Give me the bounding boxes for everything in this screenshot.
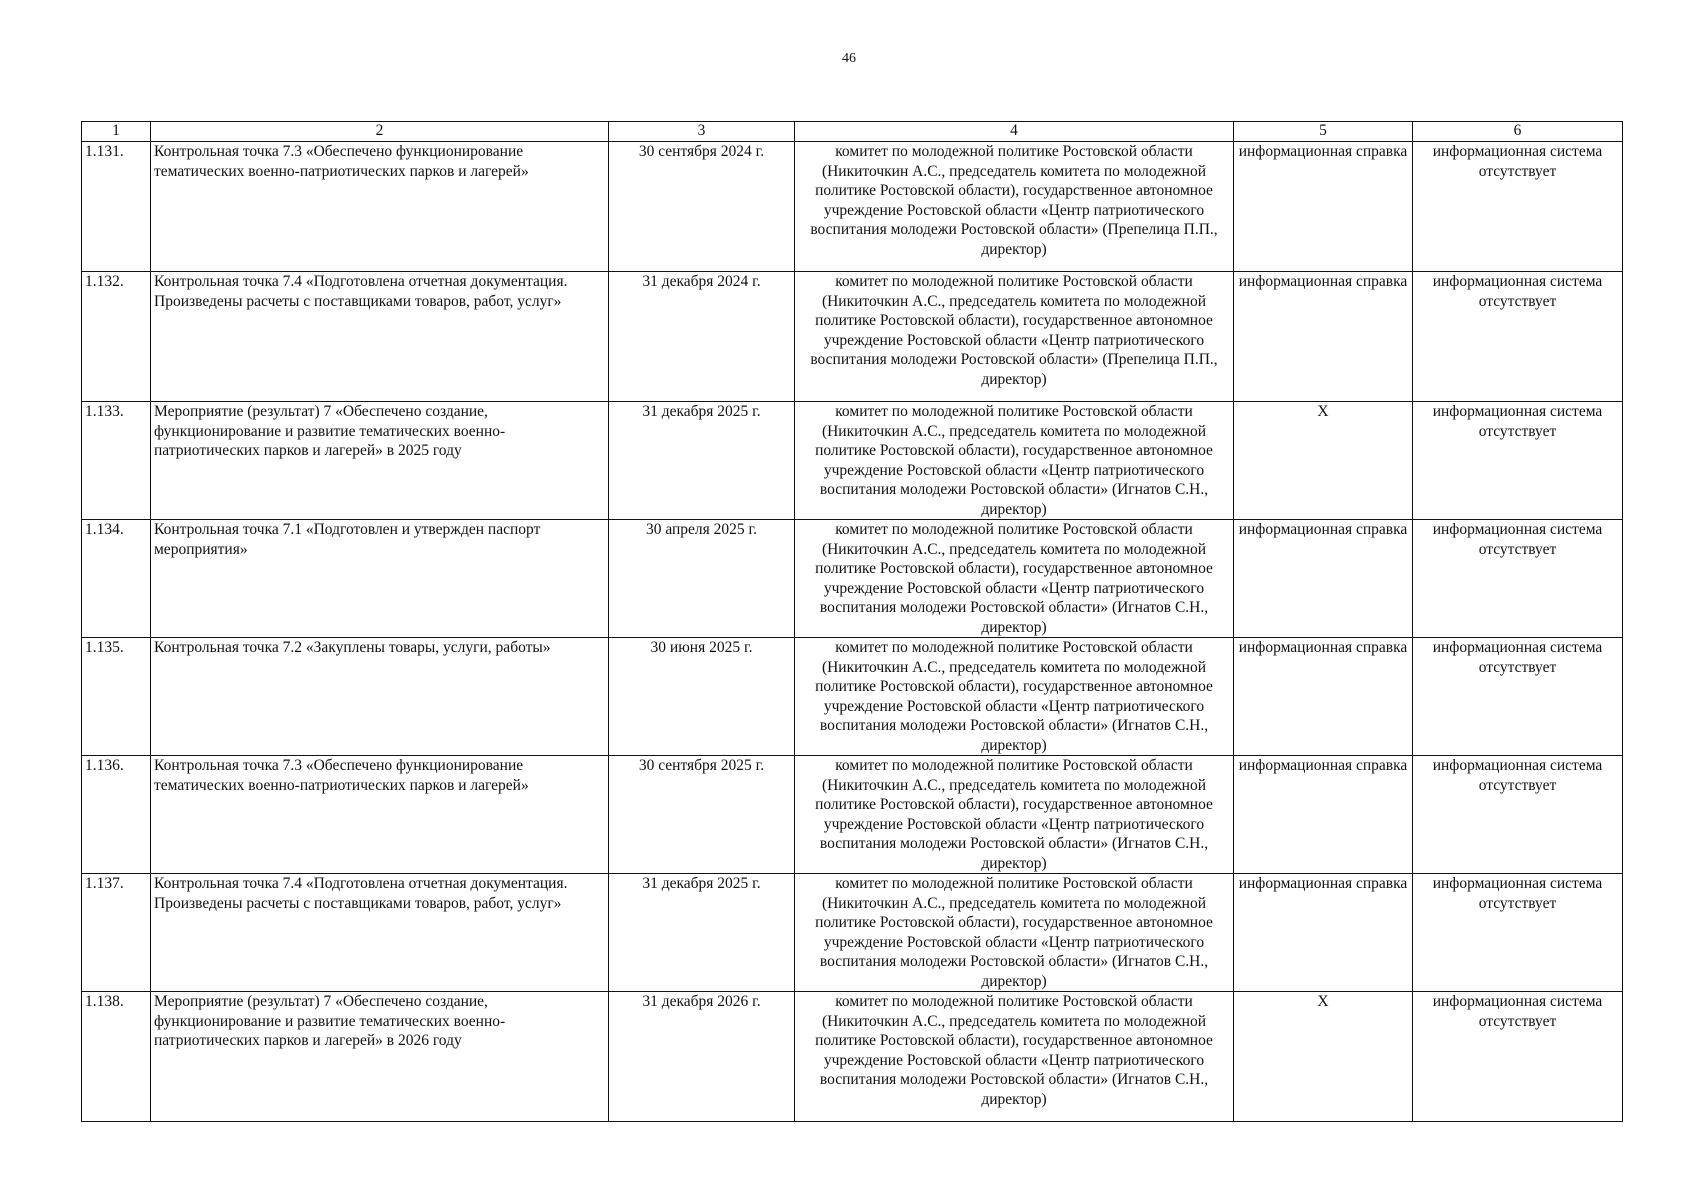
row-number: 1.136. xyxy=(82,756,151,874)
row-responsible: комитет по молодежной политике Ростовской области (Никиточкин А.С., председатель комитета по молодежной политике Ростовской области), государственное автономное учреждение Ростовской области «Центр патриотического воспитания молодежи Ростовской области» (Игнатов С.Н., директор) xyxy=(795,402,1234,520)
row-document: информационная справка xyxy=(1234,756,1413,874)
row-number: 1.132. xyxy=(82,272,151,402)
row-name: Контрольная точка 7.4 «Подготовлена отчетная документация. Произведены расчеты с поставщиками товаров, работ, услуг» xyxy=(151,272,609,402)
column-header-3: 3 xyxy=(609,122,795,142)
row-name: Контрольная точка 7.1 «Подготовлен и утвержден паспорт мероприятия» xyxy=(151,520,609,638)
row-number: 1.138. xyxy=(82,992,151,1122)
column-header-2: 2 xyxy=(151,122,609,142)
row-number: 1.133. xyxy=(82,402,151,520)
control-points-table xyxy=(81,121,1623,1122)
row-date: 31 декабря 2024 г. xyxy=(609,272,795,402)
table-row xyxy=(82,402,1623,520)
row-document: информационная справка xyxy=(1234,520,1413,638)
row-document: информационная справка xyxy=(1234,874,1413,992)
row-system: информационная система отсутствует xyxy=(1413,874,1623,992)
row-date: 30 сентября 2024 г. xyxy=(609,142,795,272)
table-row xyxy=(82,992,1623,1122)
row-number: 1.134. xyxy=(82,520,151,638)
row-responsible: комитет по молодежной политике Ростовской области (Никиточкин А.С., председатель комитета по молодежной политике Ростовской области), государственное автономное учреждение Ростовской области «Центр патриотического воспитания молодежи Ростовской области» (Игнатов С.Н., директор) xyxy=(795,756,1234,874)
table-row xyxy=(82,638,1623,756)
row-responsible: комитет по молодежной политике Ростовской области (Никиточкин А.С., председатель комитета по молодежной политике Ростовской области), государственное автономное учреждение Ростовской области «Центр патриотического воспитания молодежи Ростовской области» (Препелица П.П., директор) xyxy=(795,272,1234,402)
row-responsible: комитет по молодежной политике Ростовской области (Никиточкин А.С., председатель комитета по молодежной политике Ростовской области), государственное автономное учреждение Ростовской области «Центр патриотического воспитания молодежи Ростовской области» (Игнатов С.Н., директор) xyxy=(795,874,1234,992)
row-date: 31 декабря 2026 г. xyxy=(609,992,795,1122)
row-name: Контрольная точка 7.3 «Обеспечено функционирование тематических военно-патриотических парков и лагерей» xyxy=(151,142,609,272)
row-responsible: комитет по молодежной политике Ростовской области (Никиточкин А.С., председатель комитета по молодежной политике Ростовской области), государственное автономное учреждение Ростовской области «Центр патриотического воспитания молодежи Ростовской области» (Игнатов С.Н., директор) xyxy=(795,638,1234,756)
row-name: Мероприятие (результат) 7 «Обеспечено создание, функционирование и развитие тематических военно-патриотических парков и лагерей» в 2026 году xyxy=(151,992,609,1122)
column-header-1: 1 xyxy=(82,122,151,142)
row-document: информационная справка xyxy=(1234,142,1413,272)
table-row xyxy=(82,756,1623,874)
row-system: информационная система отсутствует xyxy=(1413,992,1623,1122)
row-system: информационная система отсутствует xyxy=(1413,402,1623,520)
row-date: 30 сентября 2025 г. xyxy=(609,756,795,874)
row-name: Контрольная точка 7.3 «Обеспечено функционирование тематических военно-патриотических парков и лагерей» xyxy=(151,756,609,874)
column-header-4: 4 xyxy=(795,122,1234,142)
row-document: Х xyxy=(1234,402,1413,520)
row-date: 30 июня 2025 г. xyxy=(609,638,795,756)
table-header-row xyxy=(82,122,1623,142)
row-document: информационная справка xyxy=(1234,272,1413,402)
row-responsible: комитет по молодежной политике Ростовской области (Никиточкин А.С., председатель комитета по молодежной политике Ростовской области), государственное автономное учреждение Ростовской области «Центр патриотического воспитания молодежи Ростовской области» (Препелица П.П., директор) xyxy=(795,142,1234,272)
row-name: Мероприятие (результат) 7 «Обеспечено создание, функционирование и развитие тематических военно-патриотических парков и лагерей» в 2025 году xyxy=(151,402,609,520)
row-number: 1.131. xyxy=(82,142,151,272)
row-name: Контрольная точка 7.4 «Подготовлена отчетная документация. Произведены расчеты с поставщиками товаров, работ, услуг» xyxy=(151,874,609,992)
row-system: информационная система отсутствует xyxy=(1413,142,1623,272)
row-responsible: комитет по молодежной политике Ростовской области (Никиточкин А.С., председатель комитета по молодежной политике Ростовской области), государственное автономное учреждение Ростовской области «Центр патриотического воспитания молодежи Ростовской области» (Игнатов С.Н., директор) xyxy=(795,520,1234,638)
table-row xyxy=(82,142,1623,272)
table-row xyxy=(82,874,1623,992)
row-date: 31 декабря 2025 г. xyxy=(609,402,795,520)
row-responsible: комитет по молодежной политике Ростовской области (Никиточкин А.С., председатель комитета по молодежной политике Ростовской области), государственное автономное учреждение Ростовской области «Центр патриотического воспитания молодежи Ростовской области» (Игнатов С.Н., директор) xyxy=(795,992,1234,1122)
column-header-5: 5 xyxy=(1234,122,1413,142)
row-date: 31 декабря 2025 г. xyxy=(609,874,795,992)
row-system: информационная система отсутствует xyxy=(1413,638,1623,756)
row-system: информационная система отсутствует xyxy=(1413,756,1623,874)
table-row xyxy=(82,520,1623,638)
row-system: информационная система отсутствует xyxy=(1413,272,1623,402)
row-number: 1.135. xyxy=(82,638,151,756)
row-system: информационная система отсутствует xyxy=(1413,520,1623,638)
row-document: Х xyxy=(1234,992,1413,1122)
column-header-6: 6 xyxy=(1413,122,1623,142)
row-number: 1.137. xyxy=(82,874,151,992)
table-row xyxy=(82,272,1623,402)
row-document: информационная справка xyxy=(1234,638,1413,756)
row-name: Контрольная точка 7.2 «Закуплены товары, услуги, работы» xyxy=(151,638,609,756)
page-number: 46 xyxy=(842,51,856,66)
row-date: 30 апреля 2025 г. xyxy=(609,520,795,638)
